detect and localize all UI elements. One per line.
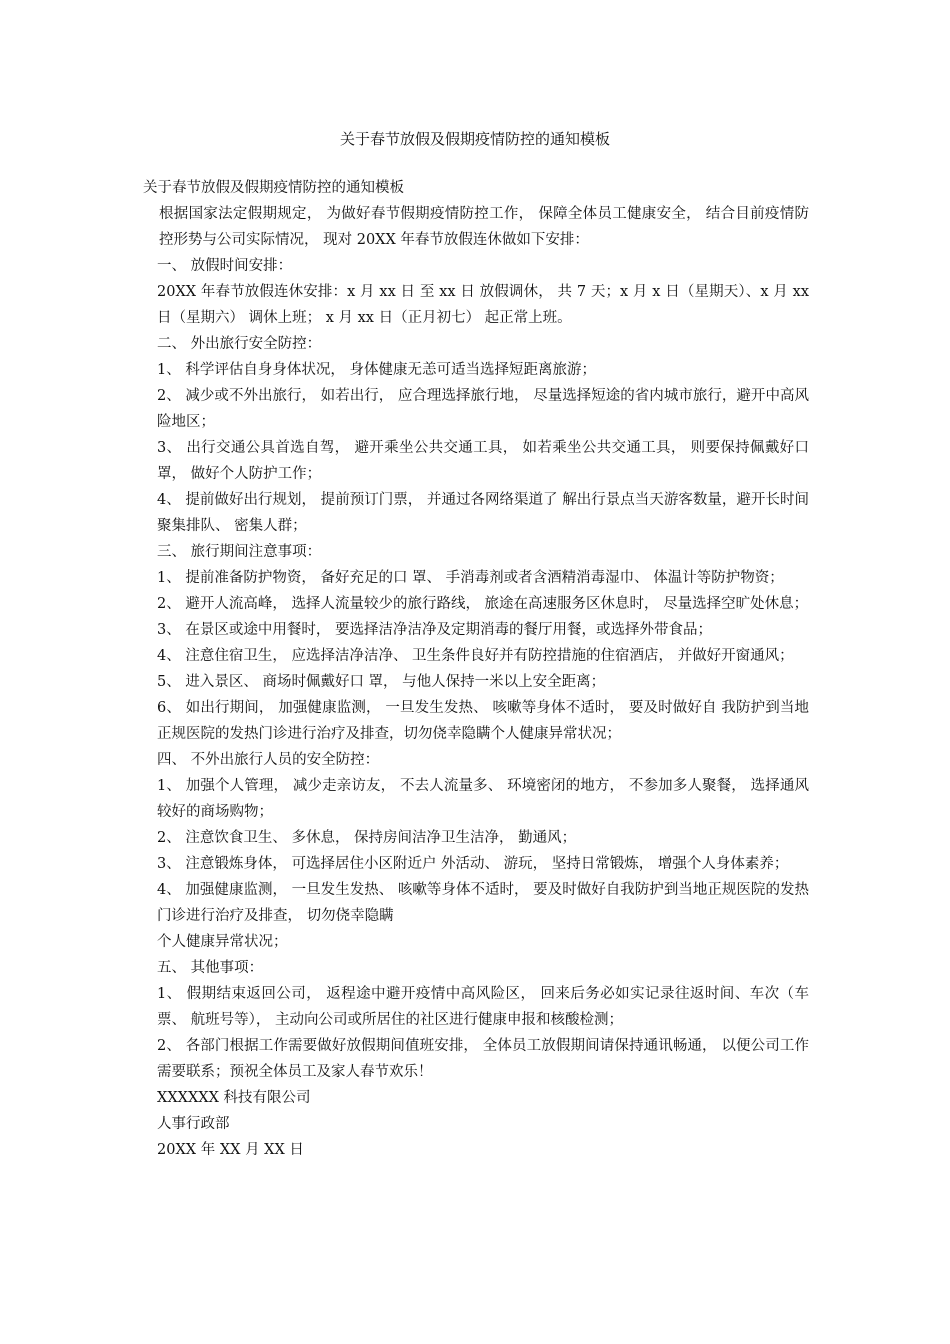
paragraph: 1、 科学评估自身身体状况， 身体健康无恙可适当选择短距离旅游； xyxy=(157,362,596,378)
paragraph: 20XX 年春节放假连休安排：x 月 xx 日 至 xx 日 放假调休， 共 7 天；x 月 x 日（星期天）、x 月 xx 日（星期六） 调休上班； x 月 xx 日（正月初七） 起正常上班。 xyxy=(157,284,809,326)
paragraph: 人事行政部 xyxy=(157,1116,230,1132)
paragraph: 3、 出行交通公具首选自驾， 避开乘坐公共交通工具， 如若乘坐公共交通工具， 则要保持佩戴好口 罩， 做好个人防护工作； xyxy=(157,440,809,482)
paragraph: 五、 其他事项： xyxy=(157,960,264,976)
paragraph: 6、 如出行期间， 加强健康监测， 一旦发生发热、 咳嗽等身体不适时， 要及时做好自 我防护到当地正规医院的发热门诊进行治疗及排查，切勿侥幸隐瞒个人健康异常状况； xyxy=(157,700,809,742)
paragraph: 1、 提前准备防护物资， 备好充足的口 罩、 手消毒剂或者含酒精消毒湿巾、 体温计等防护物资； xyxy=(157,570,784,586)
paragraph: 三、 旅行期间注意事项： xyxy=(157,544,322,560)
paragraph: 20XX 年 XX 月 XX 日 xyxy=(157,1142,304,1158)
paragraph: 2、 减少或不外出旅行， 如若出行， 应合理选择旅行地， 尽量选择短途的省内城市旅行，避开中高风险地区； xyxy=(157,388,809,430)
document-title: 关于春节放假及假期疫情防控的通知模板 xyxy=(339,130,610,148)
paragraph: 2、 避开人流高峰， 选择人流量较少的旅行路线， 旅途在高速服务区休息时， 尽量选择空旷处休息； xyxy=(157,596,809,612)
paragraph: 2、 注意饮食卫生、 多休息， 保持房间洁净卫生洁净， 勤通风； xyxy=(157,830,577,846)
paragraph: XXXXXX 科技有限公司 xyxy=(157,1090,311,1106)
paragraph: 4、 注意住宿卫生， 应选择洁净洁净、 卫生条件良好并有防控措施的住宿酒店， 并做好开窗通风； xyxy=(157,648,794,664)
document-body xyxy=(143,175,809,1163)
paragraph: 5、 进入景区、 商场时佩戴好口 罩， 与他人保持一米以上安全距离； xyxy=(157,674,606,690)
paragraph: 关于春节放假及假期疫情防控的通知模板 xyxy=(143,180,404,196)
paragraph: 4、 加强健康监测， 一旦发生发热、 咳嗽等身体不适时， 要及时做好自我防护到当地正规医院的发热门诊进行治疗及排查， 切勿侥幸隐瞒 xyxy=(157,882,809,924)
paragraph: 根据国家法定假期规定， 为做好春节假期疫情防控工作， 保障全体员工健康安全， 结合目前疫情防控形势与公司实际情况， 现对 20XX 年春节放假连休做如下安排： xyxy=(159,206,809,248)
paragraph: 个人健康异常状况； xyxy=(157,934,288,950)
paragraph: 4、 提前做好出行规划， 提前预订门票， 并通过各网络渠道了 解出行景点当天游客数量，避开长时间聚集排队、 密集人群； xyxy=(157,492,809,534)
paragraph: 1、 加强个人管理， 减少走亲访友， 不去人流量多、 环境密闭的地方， 不参加多人聚餐， 选择通风较好的商场购物； xyxy=(157,778,809,820)
paragraph: 2、 各部门根据工作需要做好放假期间值班安排， 全体员工放假期间请保持通讯畅通， 以便公司工作需要联系；预祝全体员工及家人春节欢乐！ xyxy=(157,1038,809,1080)
paragraph: 四、 不外出旅行人员的安全防控： xyxy=(157,752,380,768)
paragraph: 3、 注意锻炼身体， 可选择居住小区附近户 外活动、 游玩， 坚持日常锻炼， 增强个人身体素养； xyxy=(157,856,789,872)
paragraph: 1、 假期结束返回公司， 返程途中避开疫情中高风险区， 回来后务必如实记录往返时间、车次（车票、 航班号等）， 主动向公司或所居住的社区进行健康申报和核酸检测； xyxy=(157,986,809,1028)
paragraph: 3、 在景区或途中用餐时， 要选择洁净洁净及定期消毒的餐厅用餐，或选择外带食品； xyxy=(157,622,712,638)
paragraph: 一、 放假时间安排： xyxy=(157,258,293,274)
paragraph: 二、 外出旅行安全防控： xyxy=(157,336,322,352)
